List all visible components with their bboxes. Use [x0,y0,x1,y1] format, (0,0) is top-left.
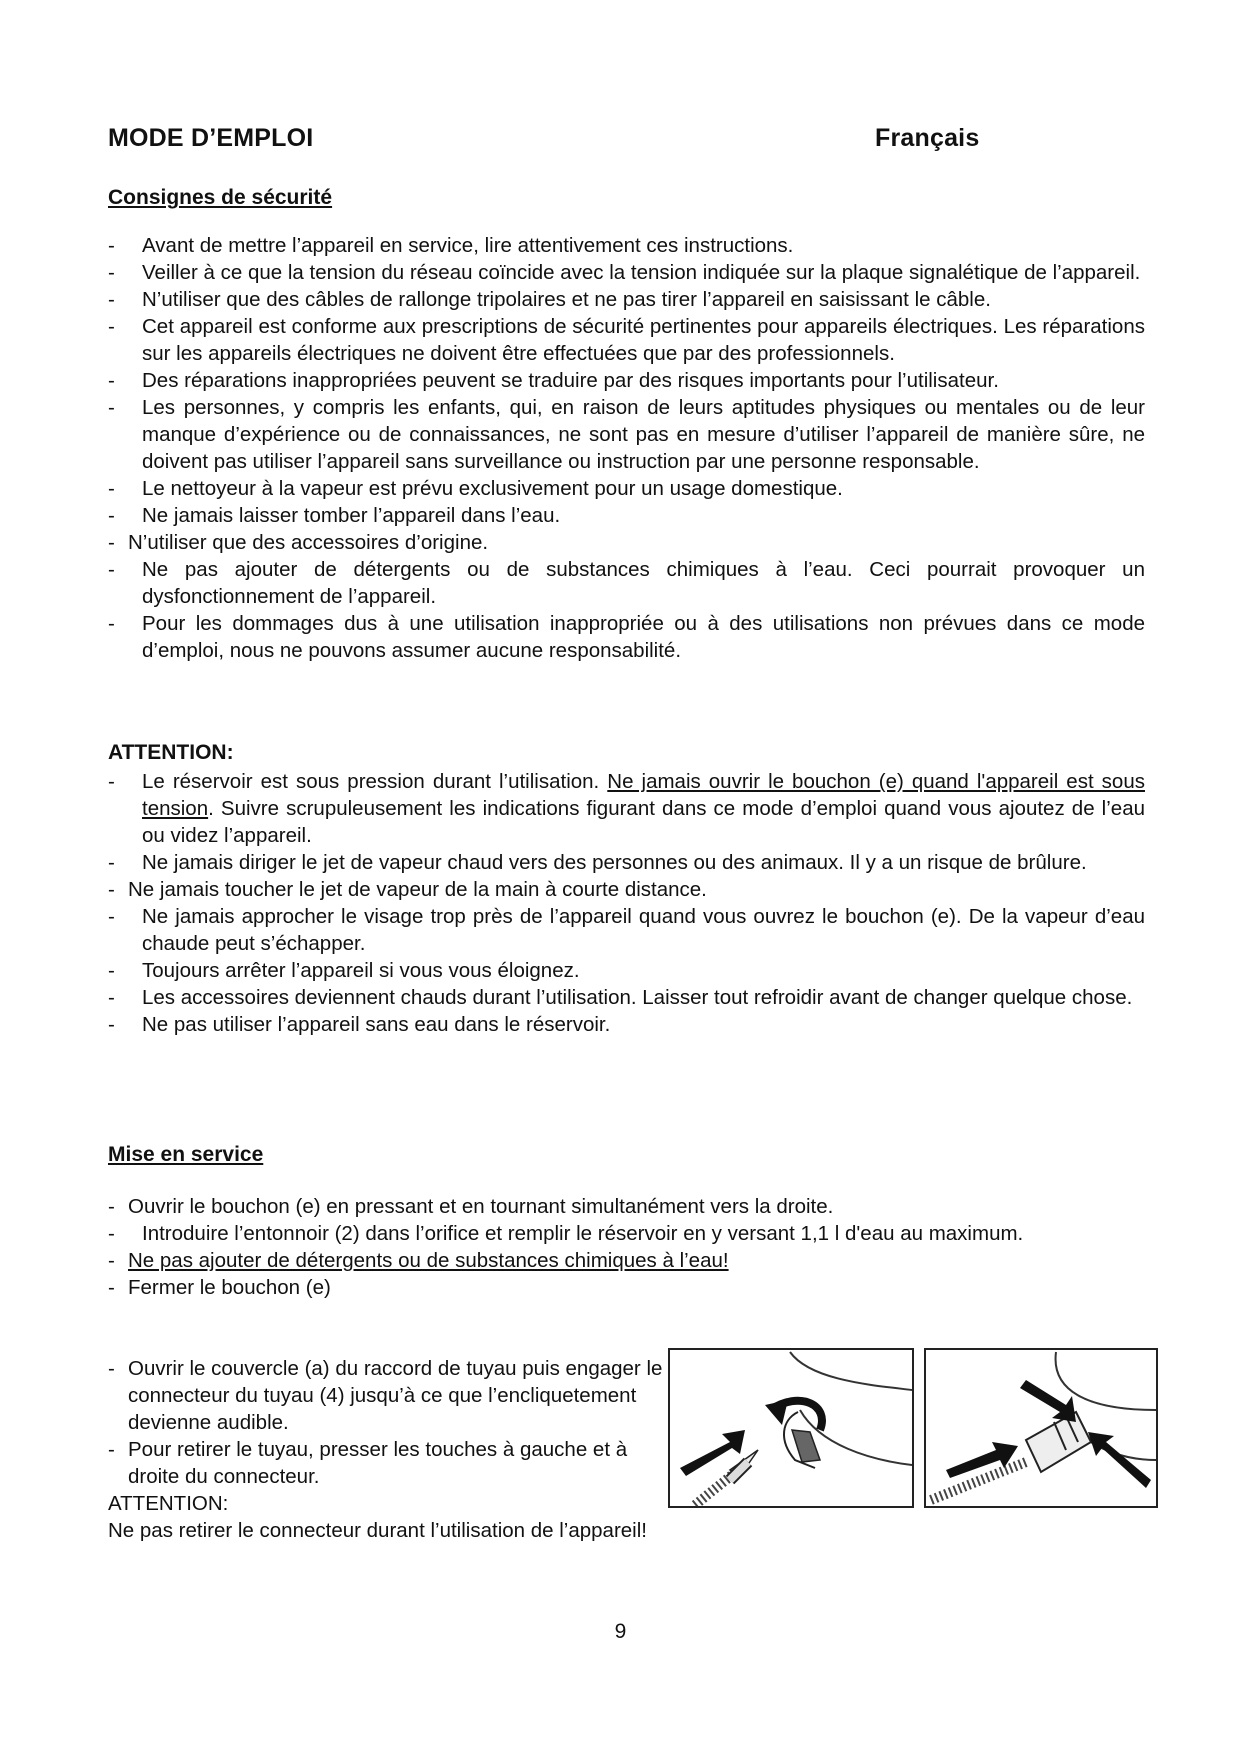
setup-heading: Mise en service [108,1143,264,1166]
list-item: - Ne jamais approcher le visage trop près de l’appareil quand vous ouvrez le bouchon (e). De la vapeur d’eau chaude peut s’échapper. [108,905,1145,955]
page-title: MODE D’EMPLOI [108,124,314,152]
list-item: - Toujours arrêter l’appareil si vous vous éloignez. [108,959,580,982]
attention-heading: ATTENTION: [108,741,234,764]
list-item: - Avant de mettre l’appareil en service, lire attentivement ces instructions. [108,234,794,257]
list-item: - Le nettoyeur à la vapeur est prévu exclusivement pour un usage domestique. [108,477,843,500]
list-item: - Introduire l’entonnoir (2) dans l’orifice et remplir le réservoir en y versant 1,1 l d'eau au maximum. [108,1222,1024,1245]
list-item: - Ne jamais diriger le jet de vapeur chaud vers des personnes ou des animaux. Il y a un risque de brûlure. [108,851,1087,874]
safety-list [108,232,1145,664]
warning-underlined: Ne jamais ouvrir le bouchon (e) quand l'appareil est sous tension [142,770,1145,820]
list-item: - Ne pas ajouter de détergents ou de substances chimiques à l’eau! [108,1249,729,1272]
list-item: - Des réparations inappropriées peuvent se traduire par des risques importants pour l’utilisateur. [108,369,999,392]
safety-heading: Consignes de sécurité [108,186,333,209]
list-item: - Le réservoir est sous pression durant l’utilisation. Ne jamais ouvrir le bouchon (e) quand l'appareil est sous tension. Suivre scrupuleusement les indications figurant dans ce mode d’emploi quand vous ajoutez de l’eau ou videz l’appareil. [108,770,1145,847]
language-label: Français [875,124,980,152]
setup-attention-label: ATTENTION: [108,1492,229,1515]
list-item: - Veiller à ce que la tension du réseau coïncide avec la tension indiquée sur la plaque signalétique de l’appareil. [108,261,1141,284]
list-item: - Ouvrir le bouchon (e) en pressant et en tournant simultanément vers la droite. [108,1195,834,1218]
setup-list [108,1193,1145,1301]
list-item: - Ne pas ajouter de détergents ou de substances chimiques à l’eau. Ceci pourrait provoquer un dysfonctionnement de l’appareil. [108,558,1145,608]
page-number: 9 [614,1620,627,1643]
hose-list [108,1355,668,1490]
list-item: - Ouvrir le couvercle (a) du raccord de tuyau puis engager le connecteur du tuyau (4) jusqu’à ce que l’encliquetement devienne audible. [108,1357,663,1434]
hose-insert-figure [668,1348,914,1508]
setup-attention-text: Ne pas retirer le connecteur durant l’utilisation de l’appareil! [108,1519,647,1542]
hose-remove-figure [924,1348,1158,1508]
list-item: - Les accessoires deviennent chauds durant l’utilisation. Laisser tout refroidir avant de changer quelque chose. [108,986,1133,1009]
list-item: - N’utiliser que des câbles de rallonge tripolaires et ne pas tirer l’appareil en saisissant le câble. [108,288,991,311]
list-item: - Ne jamais laisser tomber l’appareil dans l’eau. [108,504,561,527]
list-item: - N’utiliser que des accessoires d’origine. [108,531,489,554]
list-item: - Pour retirer le tuyau, presser les touches à gauche et à droite du connecteur. [108,1438,628,1488]
attention-list [108,768,1145,1038]
list-item: - Cet appareil est conforme aux prescriptions de sécurité pertinentes pour appareils électriques. Les réparations sur les appareils électriques ne doivent être effectuées que par des professionnels. [108,315,1145,365]
list-item: - Ne pas utiliser l’appareil sans eau dans le réservoir. [108,1013,611,1036]
list-item: - Les personnes, y compris les enfants, qui, en raison de leurs aptitudes physiques ou mentales ou de leur manque d’expérience ou de connaissances, ne sont pas en mesure d’utiliser l’appareil de manière sûre, ne doivent pas utiliser l’appareil sans surveillance ou instruction par une personne responsable. [108,396,1145,473]
list-item: - Pour les dommages dus à une utilisation inappropriée ou à des utilisations non prévues dans ce mode d’emploi, nous ne pouvons assumer aucune responsabilité. [108,612,1145,662]
list-item: - Ne jamais toucher le jet de vapeur de la main à courte distance. [108,878,707,901]
list-item: - Fermer le bouchon (e) [108,1276,331,1299]
